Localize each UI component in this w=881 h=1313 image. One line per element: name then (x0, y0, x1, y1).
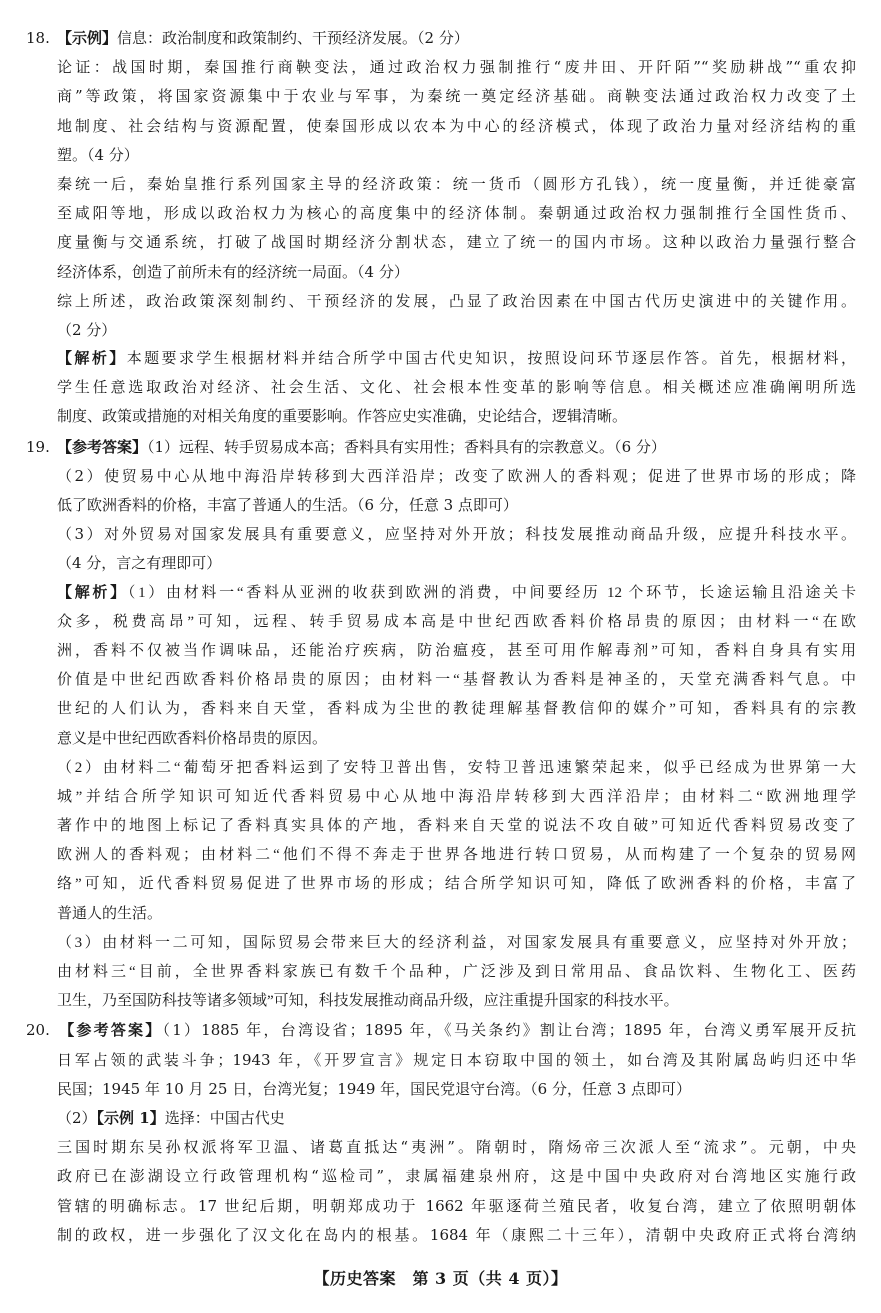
line-text: （1）1885 年，台湾设省；1895 年，《马关条约》割让台湾；1895 年，台湾义勇军展开反抗 (162, 1021, 856, 1040)
analysis-tag: 【解析】 (57, 351, 127, 368)
example-tag: 【示例】 (57, 29, 118, 47)
q19-analysis-line: 价值是中世纪西欧香料价格昂贵的原因；由材料一“基督教认为香料是神圣的，天堂充满香料气息。中 (57, 672, 856, 689)
q18-line: 经济体系，创造了前所未有的经济统一局面。（4 分） (57, 262, 409, 281)
q19-analysis-line: 欧洲人的香料观；由材料二“他们不得不奔走于世界各地进行转口贸易，从而构建了一个复杂的贸易网 (57, 847, 856, 864)
q19-analysis-line: （3）由材料一二可知，国际贸易会带来巨大的经济利益，对国家发展具有重要意义，应坚持对外开放； (57, 934, 856, 951)
example-choice: 选择：中国古代史 (164, 1108, 285, 1127)
question-number: 18. (26, 29, 50, 47)
q19-analysis-line: 洲，香料不仅被当作调味品，还能治疗疾病，防治瘟疫，甚至可用作解毒剂”可知，香料自身具有实用 (57, 642, 856, 659)
q20-example-heading (26, 1104, 856, 1133)
line-text: （1）远程、转手贸易成本高；香料具有实用性；香料具有的宗教意义。（6 分） (147, 437, 666, 456)
q19-line: 低了欧洲香料的价格，丰富了普通人的生活。（6 分，任意 3 点即可） (57, 496, 518, 514)
q19-line: （4 分，言之有理即可） (57, 554, 222, 573)
q18-line: 度量衡与交通系统，打破了战国时期经济分割状态，建立了统一的国内市场。这种以政治力量强行整合 (57, 233, 856, 252)
analysis-tag: 【解析】 (57, 584, 128, 601)
q20-line: 民国；1945 年 10 月 25 日，台湾光复；1949 年，国民党退守台湾。（6 分，任意 3 点即可） (57, 1079, 692, 1098)
q19-line: （3）对外贸易对国家发展具有重要意义，应坚持对外开放；科技发展推动商品升级，应提升科技水平。 (57, 525, 856, 544)
q18-line-1 (26, 24, 856, 53)
q18-analysis-line-1 (26, 345, 856, 374)
q18-line: 至咸阳等地，形成以政治权力为核心的高度集中的经济体制。秦朝通过政治权力强制推行全国性货币、 (57, 204, 856, 223)
analysis-text: 本题要求学生根据材料并结合所学中国古代史知识，按照设问环节逐层作答。首先，根据材料， (126, 351, 856, 368)
q18-line: 论证：战国时期，秦国推行商鞅变法，通过政治权力强制推行“废井田、开阡陌”“奖励耕战”“重农抑 (57, 58, 856, 77)
q19-analysis-line: 意义是中世纪西欧香料价格昂贵的原因。 (57, 730, 328, 747)
q20-example-line: 三国时期东吴孙权派将军卫温、诸葛直抵达“夷洲”。隋朝时，隋炀帝三次派人至“流求”。元朝，中央 (57, 1138, 856, 1157)
q19-analysis-line: （2）由材料二“葡萄牙把香料运到了安特卫普出售，安特卫普迅速繁荣起来，似乎已经成为世界第一大 (57, 759, 856, 776)
q18-line: （2 分） (57, 320, 117, 339)
reference-answer-tag: 【参考答案】 (57, 437, 148, 456)
question-number: 19. (26, 437, 50, 456)
q19-analysis-line: 众多，税费高昂”可知，远程、转手贸易成本高是中世纪西欧香料价格昂贵的原因；由材料一“在欧 (57, 613, 856, 630)
q18-line: 秦统一后，秦始皇推行系列国家主导的经济政策：统一货币（圆形方孔钱），统一度量衡，并迁徙豪富 (57, 174, 856, 193)
q19-analysis-line: 城”并结合所学知识可知近代香料贸易中心从地中海沿岸转移到大西洋沿岸；由材料二“欧洲地理学 (57, 788, 856, 805)
reference-answer-tag: 【参考答案】 (57, 1021, 163, 1040)
q20-example-line: 制的政权，进一步强化了汉文化在岛内的根基。1684 年（康熙二十三年），清朝中央政府正式将台湾纳 (57, 1225, 856, 1244)
q19-line: （2）使贸易中心从地中海沿岸转移到大西洋沿岸；改变了欧洲人的香料观；促进了世界市场的形成；降 (57, 466, 856, 485)
line-text: 信息：政治制度和政策制约、干预经济发展。（2 分） (117, 29, 469, 47)
q18-analysis-line: 制度、政策或措施的对相关角度的重要影响。作答应史实准确，史论结合，逻辑清晰。 (57, 409, 628, 426)
q18-line: 塑。（4 分） (57, 145, 139, 164)
q19-analysis-line: 络”可知，近代香料贸易促进了世界市场的形成；结合所学知识可知，降低了欧洲香料的价格，丰富了 (57, 876, 856, 893)
q18-line: 商”等政策，将国家资源集中于农业与军事，为秦统一奠定经济基础。商鞅变法通过政治权力改变了土 (57, 87, 856, 106)
q18-line: 地制度、社会结构与资源配置，使秦国形成以农本为中心的经济模式，体现了政治力量对经济结构的重 (57, 116, 856, 135)
q18-line: 综上所述，政治政策深刻制约、干预经济的发展，凸显了政治因素在中国古代历史演进中的关键作用。 (57, 291, 856, 310)
q18-analysis-line: 学生任意选取政治对经济、社会生活、文化、社会根本性变革的影响等信息。相关概述应准确阐明所选 (57, 380, 856, 397)
q20-example-line: 政府已在澎湖设立行政管理机构“巡检司”，隶属福建泉州府，这是中国中央政府对台湾地区实施行政 (57, 1167, 856, 1186)
q19-analysis-line-1 (26, 579, 856, 608)
q19-line-1 (26, 433, 856, 462)
answer-content (26, 24, 856, 1250)
analysis-text: （1）由材料一“香料从亚洲的收获到欧洲的消费，中间要经历 12 个环节，长途运输且沿途关卡 (127, 584, 856, 601)
q19-analysis-line: 由材料三“目前，全世界香料家族已有数千个品种，广泛涉及到日常用品、食品饮料、生物化工、医药 (57, 964, 856, 980)
q19-analysis-line: 卫生，乃至国防科技等诸多领域”可知，科技发展推动商品升级，应注重提升国家的科技水平。 (57, 993, 679, 1010)
q20-line-1 (26, 1016, 856, 1045)
question-number: 20. (26, 1021, 50, 1040)
q20-line: 日军占领的武装斗争；1943 年，《开罗宣言》规定日本窃取中国的领土，如台湾及其附属岛屿归还中华 (57, 1050, 856, 1069)
q19-analysis-line: 普通人的生活。 (57, 905, 163, 922)
q19-analysis-line: 著作中的地图上标记了香料真实具体的产地，香料来自天堂的说法不攻自破”可知近代香料贸易改变了 (57, 818, 856, 835)
page-footer: 【历史答案 第 3 页（共 4 页）】 (313, 1269, 568, 1288)
q20-example-line: 管辖的明确标志。17 世纪后期，明朝郑成功于 1662 年驱逐荷兰殖民者，收复台湾，建立了依照明朝体 (57, 1196, 856, 1215)
example-prefix: （2） (57, 1108, 97, 1127)
q19-analysis-line: 世纪的人们认为，香料来自天堂，香料成为尘世的教徒理解基督教信仰的媒介”可知，香料具有的宗教 (57, 701, 856, 718)
example-tag: 【示例 1】 (96, 1108, 165, 1127)
